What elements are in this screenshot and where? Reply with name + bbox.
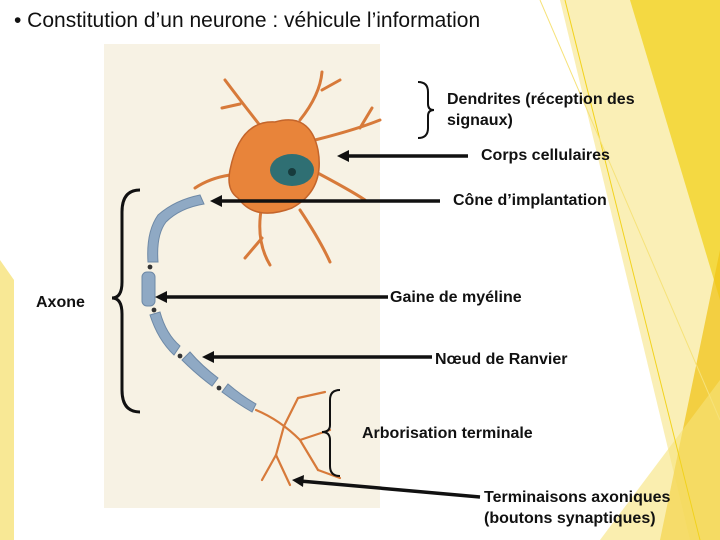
- label-cone-implantation: Cône d’implantation: [453, 192, 607, 209]
- slide-title: • Constitution d’un neurone : véhicule l’information: [14, 9, 481, 32]
- nucleolus: [288, 168, 296, 176]
- label-terminaisons-line2: (boutons synaptiques): [484, 510, 656, 527]
- label-dendrites-line1: Dendrites (réception des: [447, 91, 635, 108]
- label-arborisation-terminale: Arborisation terminale: [362, 425, 533, 442]
- label-terminaisons-axoniques: [484, 487, 670, 529]
- dendrites-bracket: [418, 82, 434, 138]
- label-dendrites: [447, 89, 635, 131]
- label-dendrites-line2: signaux): [447, 112, 513, 129]
- label-corps-cellulaires: Corps cellulaires: [481, 147, 610, 164]
- label-axone: Axone: [36, 294, 85, 311]
- label-terminaisons-line1: Terminaisons axoniques: [484, 489, 671, 506]
- label-noeud-ranvier: Nœud de Ranvier: [435, 351, 568, 368]
- label-gaine-myeline: Gaine de myéline: [390, 289, 522, 306]
